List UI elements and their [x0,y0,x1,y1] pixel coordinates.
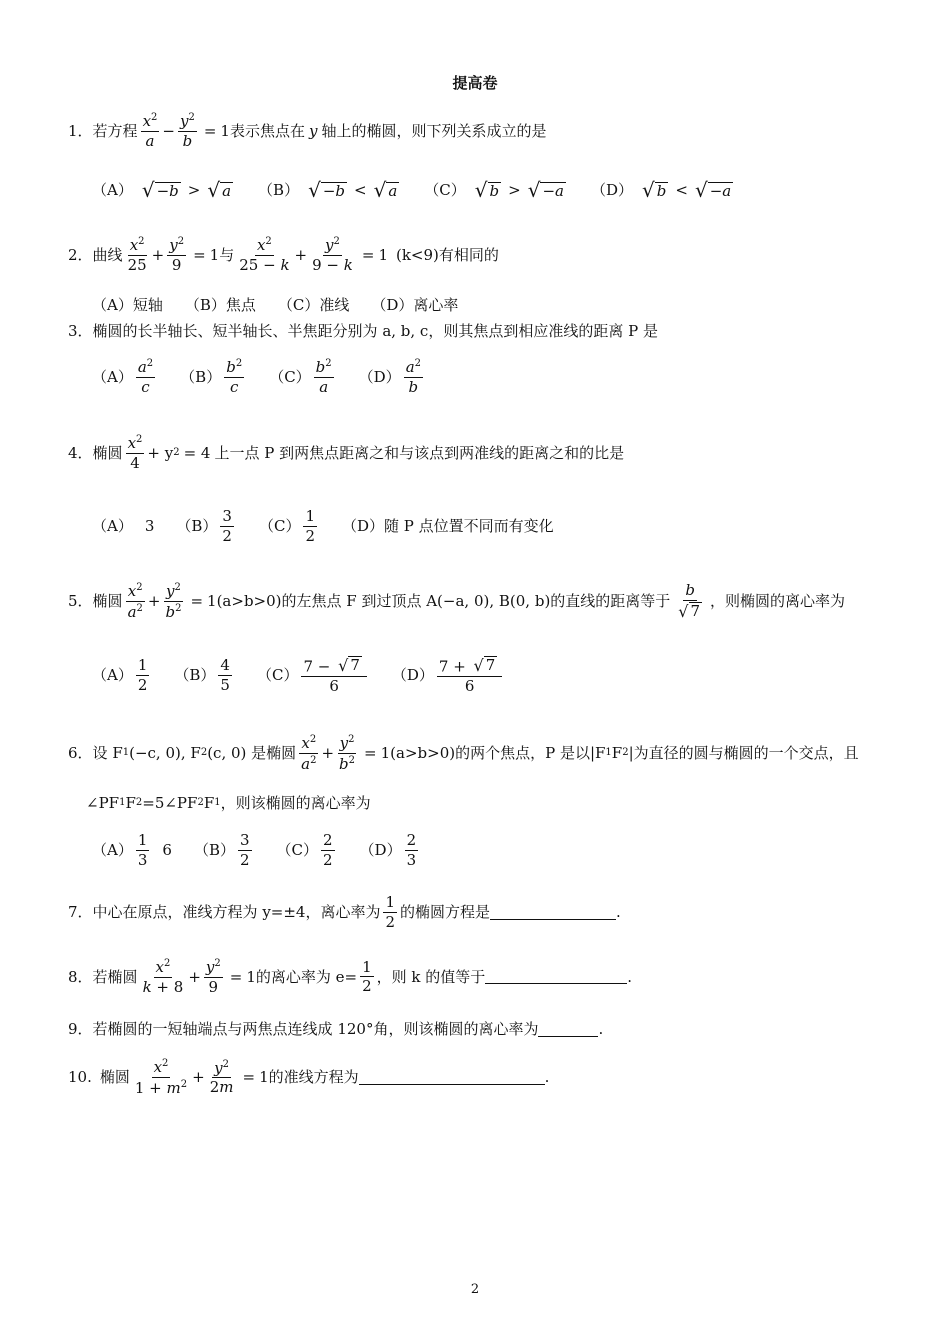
page-number: 2 [470,1282,480,1297]
q4-option-b: （B） $\frac{3}{2}$ [176,507,232,545]
q4-option-c: （C） $\frac{1}{2}$ [258,507,315,545]
q5-option-c: （C） 7 − √ 7 6 [257,656,370,694]
q8-answer-blank[interactable] [485,969,627,984]
q2-options [92,296,480,314]
q10-answer-blank[interactable] [359,1070,545,1085]
q7-answer-blank[interactable] [490,905,616,920]
q6-option-d: （D） $\frac{2}{3}$ [359,831,417,869]
question-7: 7． 中心在原点，准线方程为 y=±4，离心率为 $\frac{1}{2}$ 的椭圆方程是 . [68,893,621,931]
q3-option-d: （D） $\frac{a^2}{b}$ [358,358,422,396]
q6-option-b: （B） $\frac{3}{2}$ [193,831,250,869]
q6-option-a: （A） $\frac{1}{3}$ 6 [92,831,172,869]
q5-options [92,656,527,694]
q1-option-d: （D） √ b < √ −a [590,178,732,202]
q3-option-c: （C） $\frac{b^2}{a}$ [269,358,332,396]
q1-text2: 表示焦点在 [229,121,305,140]
q1-options [92,180,758,200]
q2-option-b: （B）焦点 [184,296,256,314]
page-title: 提高卷 [452,74,498,92]
q9-answer-blank[interactable] [538,1022,598,1037]
q1-frac-x: $\frac{x^2}{a}$ [142,112,158,150]
q4-option-d: （D）随 P 点位置不同而有变化 [342,517,554,535]
q6-option-c: （C） $\frac{2}{2}$ [276,831,333,869]
q4-option-a: （A） 3 [92,517,155,535]
q4-options [92,508,576,544]
q1-option-b: （B） √ −b < √ a [258,178,398,202]
q6-line2: ∠PF 1 F 2 =5∠PF 2 F 1 ，则该椭圆的离心率为 [86,794,371,812]
question-10: 10. 椭圆 $\frac{x^2}{1 + m^2}$ + $\frac{y^2}{2m}$ = 1 的准线方程为 . [68,1058,550,1097]
question-9: 9． 若椭圆的一短轴端点与两焦点连线成 120°角，则该椭圆的离心率为 . [68,1020,604,1038]
q5-option-b: （B） $\frac{4}{5}$ [174,656,230,694]
q3-options [92,358,448,395]
question-4: 4． 椭圆 $\frac{x^2}{4}$ + y 2 = 4 上一点 P 到两焦点距离之和与该点到两准线的距离之和的比是 [68,434,625,472]
q1-y: y [308,121,318,140]
q3-option-b: （B） $\frac{b^2}{c}$ [180,358,243,396]
q1-option-c: （C） √ b > √ −a [424,178,564,202]
q5-option-d: （D） 7 + √ 7 6 [392,656,505,694]
q2-option-d: （D）离心率 [371,296,459,314]
question-6: 6． 设 F 1 (−c, 0), F 2 (c, 0) 是椭圆 $\frac{x^2}{a^2}$ + $\frac{y^2}{b^2}$ = 1 (a>b>0)的两个焦点，P 是以|F 1 F 2 |为直径的圆与椭圆的一个交点，且 [68,734,859,773]
question-3: 3． 椭圆的长半轴长、短半轴长、半焦距分别为 a, b, c，则其焦点到相应准线的距离 P 是 [68,322,658,340]
q2-option-a: （A）短轴 [92,296,163,314]
q5-option-a: （A） $\frac{1}{2}$ [92,656,148,694]
q1-frac-y: $\frac{y^2}{b}$ [179,112,195,150]
question-1: 1． 若方程 $\frac{x^2}{a}$ − $\frac{y^2}{b}$ = 1 表示焦点在 y 轴上的椭圆，则下列关系成立的是 [68,112,547,150]
question-5: 5． 椭圆 $\frac{x^2}{a^2}$ + $\frac{y^2}{b^2}$ = 1 (a>b>0)的左焦点 F 到过顶点 A(−a, 0), B(0, b)的直线的距离等于 b √ 7 ，则椭圆的离心率为 [68,581,846,621]
question-2: 2． 曲线 $\frac{x^2}{25}$ + $\frac{y^2}{9}$ = 1 与 $\frac{x^2}{25 - k}$ + $\frac{y^2}{9 - k}$ = 1 (k<9)有相同的 [68,236,499,274]
q1-option-a: （A） √ −b > √ a [92,178,232,202]
q1-number: 1． [68,121,93,140]
q6-options [92,832,443,868]
q3-option-a: （A） $\frac{a^2}{c}$ [92,358,154,396]
q1-text: 若方程 [92,121,138,140]
q2-option-c: （C）准线 [277,296,350,314]
question-8: 8． 若椭圆 $\frac{x^2}{k + 8}$ + $\frac{y^2}{9}$ = 1 的离心率为 e= $\frac{1}{2}$ ，则 k 的值等于 . [68,957,633,996]
q1-text3: 轴上的椭圆，则下列关系成立的是 [321,121,547,140]
